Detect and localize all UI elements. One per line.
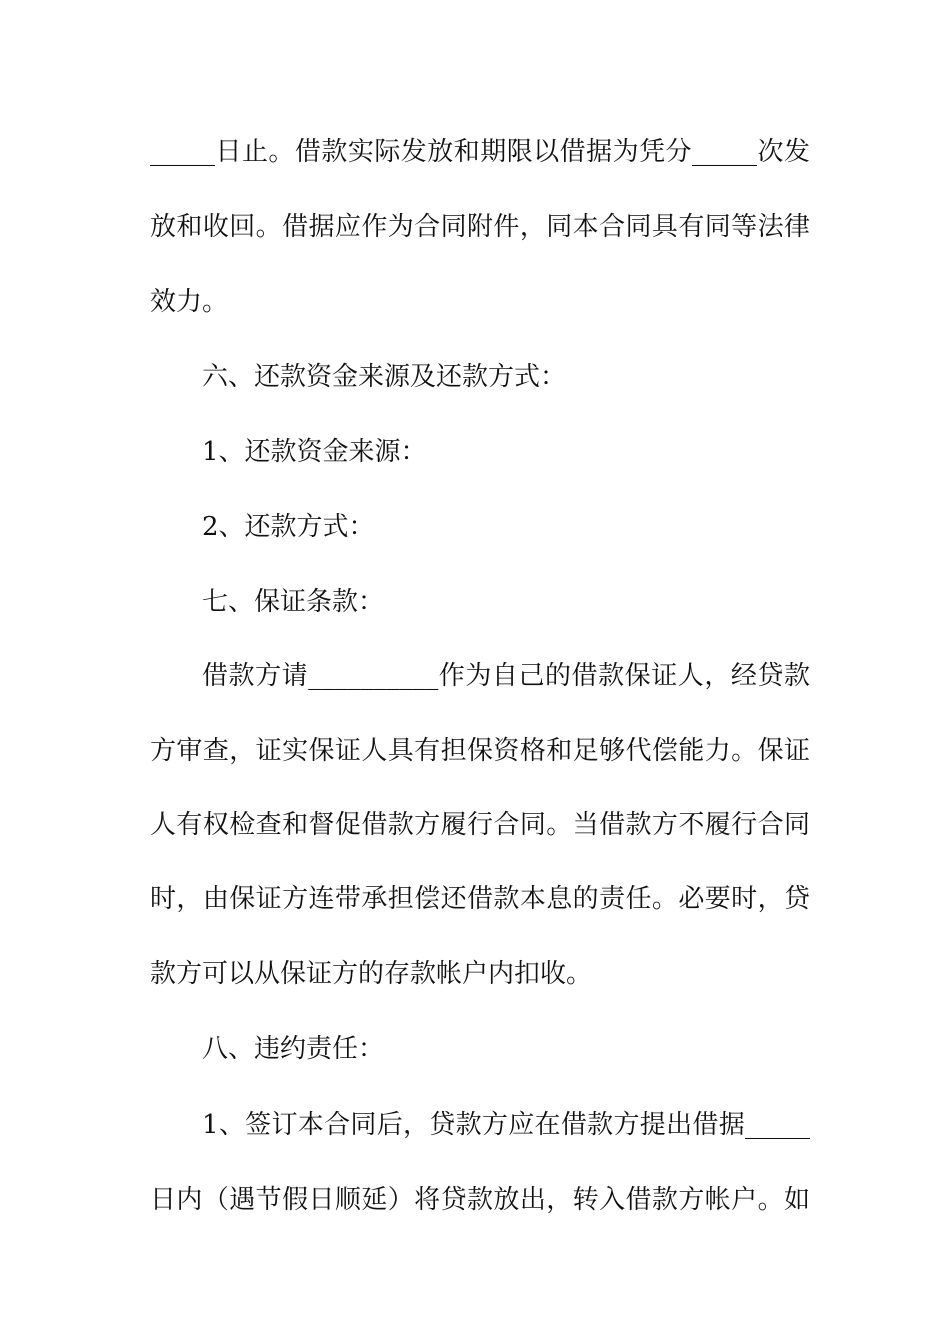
- paragraph-line: 1、签订本合同后，贷款方应在借款方提出借据_____: [202, 1110, 810, 1140]
- paragraph-line: 人有权检查和督促借款方履行合同。当借款方不履行合同: [150, 810, 810, 840]
- paragraph-line: 放和收回。借据应作为合同附件，同本合同具有同等法律: [150, 212, 810, 242]
- section-heading: 七、保证条款：: [202, 587, 385, 617]
- section-heading: 六、还款资金来源及还款方式：: [202, 362, 567, 392]
- paragraph-line: 日内（遇节假日顺延）将贷款放出，转入借款方帐户。如: [150, 1185, 810, 1215]
- paragraph-line: 借款方请__________作为自己的借款保证人，经贷款: [202, 661, 810, 691]
- section-heading: 八、违约责任：: [202, 1034, 385, 1064]
- paragraph-line: _____日止。借款实际发放和期限以借据为凭分_____次发: [150, 137, 810, 167]
- list-item: 2、还款方式：: [202, 512, 375, 542]
- paragraph-line: 款方可以从保证方的存款帐户内扣收。: [150, 959, 593, 989]
- list-item: 1、还款资金来源：: [202, 437, 427, 467]
- paragraph-line: 效力。: [150, 287, 229, 317]
- paragraph-line: 方审查，证实保证人具有担保资格和足够代偿能力。保证: [150, 736, 810, 766]
- paragraph-line: 时，由保证方连带承担偿还借款本息的责任。必要时，贷: [150, 884, 810, 914]
